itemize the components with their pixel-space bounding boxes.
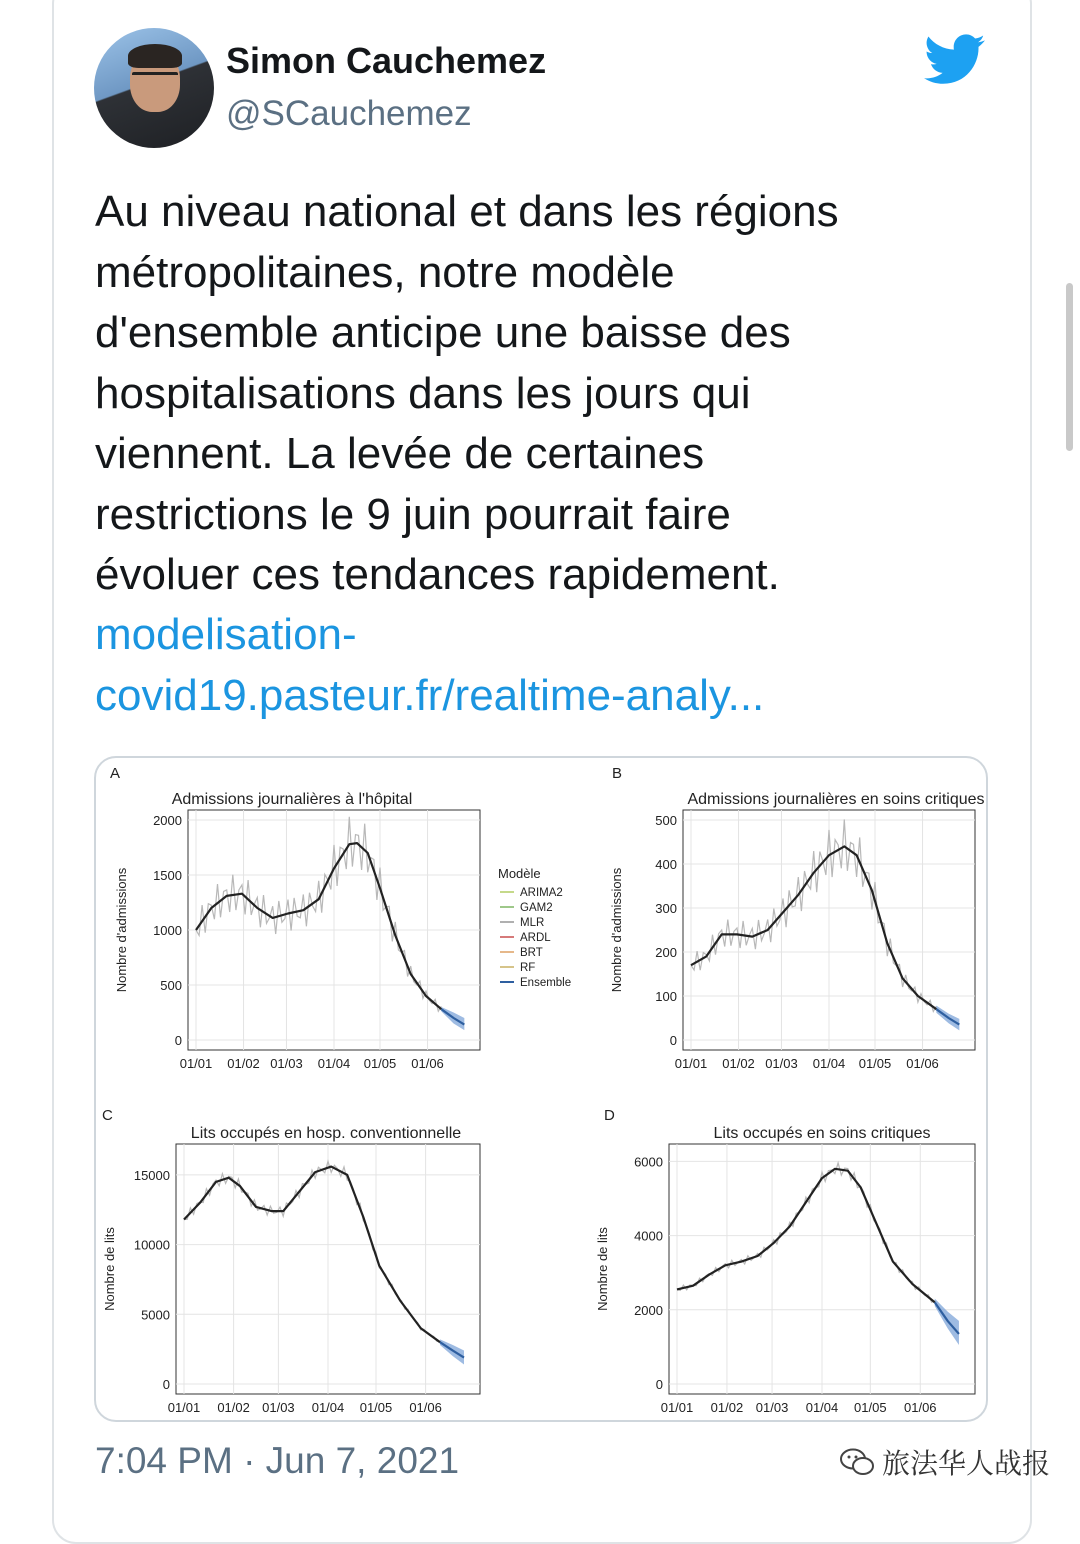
y-tick-label: 200 <box>655 945 677 960</box>
x-tick-label: 01/05 <box>858 1056 892 1071</box>
x-tick-label: 01/02 <box>217 1400 250 1415</box>
x-tick-label: 01/02 <box>227 1056 260 1071</box>
chart-title: Admissions journalières à l'hôpital <box>171 791 413 808</box>
x-tick-label: 01/01 <box>179 1056 213 1071</box>
tweet-timestamp[interactable]: 7:04 PM · Jun 7, 2021 <box>95 1440 460 1481</box>
tweet-link-line-2[interactable]: covid19.pasteur.fr/realtime-analy... <box>95 670 765 720</box>
y-tick-label: 1000 <box>153 923 182 938</box>
author-avatar[interactable] <box>94 28 214 148</box>
tweet-media-image[interactable] <box>94 756 988 1422</box>
y-tick-label: 500 <box>655 813 677 828</box>
legend-entry: GAM2 <box>520 902 553 914</box>
legend-entry: ARDL <box>520 932 551 944</box>
legend-title: Modèle <box>498 866 541 881</box>
y-tick-label: 2000 <box>634 1302 663 1318</box>
y-tick-label: 5000 <box>141 1307 170 1323</box>
y-tick-label: 400 <box>655 857 677 872</box>
y-tick-label: 500 <box>160 978 182 993</box>
y-tick-label: 0 <box>162 1377 170 1392</box>
legend-entry: MLR <box>520 917 545 929</box>
y-tick-label: 0 <box>655 1377 663 1392</box>
chart-title: Lits occupés en hosp. conventionnelle <box>190 1125 462 1142</box>
legend-entry: RF <box>520 962 536 974</box>
y-tick-label: 15000 <box>133 1167 170 1183</box>
legend-entry: ARIMA2 <box>520 887 563 899</box>
x-tick-label: 01/04 <box>311 1400 345 1415</box>
watermark-text: 旅法华人战报 <box>882 1448 1051 1479</box>
x-tick-label: 01/06 <box>411 1056 444 1071</box>
wechat-icon <box>840 1448 874 1476</box>
x-tick-label: 01/02 <box>722 1056 755 1071</box>
y-tick-label: 0 <box>174 1033 182 1048</box>
chart-title: Admissions journalières en soins critiques <box>687 791 985 808</box>
watermark <box>840 1442 1050 1482</box>
x-tick-label: 01/03 <box>755 1400 789 1415</box>
x-tick-label: 01/01 <box>660 1400 694 1415</box>
y-tick-label: 10000 <box>133 1237 170 1253</box>
chart-title: Lits occupés en soins critiques <box>713 1125 931 1142</box>
panel-label: D <box>604 1107 615 1124</box>
y-tick-label: 6000 <box>634 1154 663 1170</box>
y-axis-label: Nombre d'admissions <box>114 867 129 993</box>
legend-entry: BRT <box>520 947 543 959</box>
x-tick-label: 01/03 <box>270 1056 303 1071</box>
x-tick-label: 01/05 <box>363 1056 397 1071</box>
y-tick-label: 1500 <box>153 868 182 883</box>
x-tick-label: 01/05 <box>359 1400 393 1415</box>
y-tick-label: 2000 <box>153 813 182 828</box>
y-axis-label: Nombre de lits <box>595 1227 610 1311</box>
x-tick-label: 01/04 <box>805 1400 839 1415</box>
y-tick-label: 300 <box>655 901 677 916</box>
tweet-link[interactable] <box>95 605 975 726</box>
panel-label: B <box>612 765 623 782</box>
x-tick-label: 01/06 <box>409 1400 442 1415</box>
x-tick-label: 01/06 <box>904 1400 937 1415</box>
legend-entry: Ensemble <box>520 977 572 989</box>
x-tick-label: 01/06 <box>906 1056 939 1071</box>
x-tick-label: 01/01 <box>674 1056 708 1071</box>
y-tick-label: 4000 <box>634 1228 663 1244</box>
scrollbar[interactable] <box>1066 283 1073 451</box>
y-tick-label: 0 <box>669 1033 677 1048</box>
author-handle[interactable]: @SCauchemez <box>226 94 472 133</box>
twitter-bird-icon[interactable] <box>924 34 986 86</box>
x-tick-label: 01/04 <box>317 1056 351 1071</box>
panel-label: C <box>102 1107 113 1124</box>
x-tick-label: 01/02 <box>710 1400 744 1415</box>
y-axis-label: Nombre d'admissions <box>609 867 624 993</box>
x-tick-label: 01/04 <box>812 1056 846 1071</box>
x-tick-label: 01/01 <box>167 1400 201 1415</box>
x-tick-label: 01/03 <box>765 1056 798 1071</box>
tweet-link-line-1[interactable]: modelisation- <box>95 610 357 659</box>
tweet-text: Au niveau national et dans les régions métropolitaines, notre modèle d'ensemble anticipe une baisse des hospitalisations dans les jours qui viennent. La levée de certaines restrictions le 9 juin pourrait faire évoluer ces tendances rapidement. <box>95 187 839 599</box>
x-tick-label: 01/05 <box>854 1400 887 1415</box>
chart-figure <box>96 758 986 1420</box>
author-name[interactable]: Simon Cauchemez <box>226 40 547 81</box>
x-tick-label: 01/03 <box>262 1400 295 1415</box>
panel-label: A <box>110 765 121 782</box>
y-axis-label: Nombre de lits <box>102 1227 117 1311</box>
y-tick-label: 100 <box>655 989 677 1004</box>
